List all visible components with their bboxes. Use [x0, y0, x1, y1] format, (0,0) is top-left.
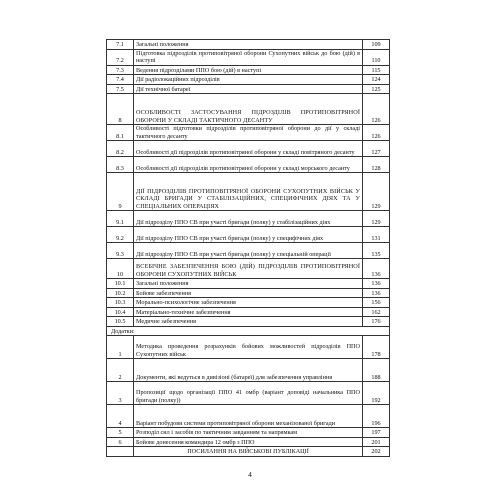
section-title: Підготовка підрозділів протиповітряної оборони Сухопутних військ до бою (дій) в наступі — [134, 49, 363, 65]
page-ref: 136 — [363, 279, 390, 289]
section-title: Дії підрозділу ППО СВ при участі бригади (полку) у специфічних діях — [134, 227, 363, 243]
page-ref: 131 — [363, 227, 390, 243]
page-number: 4 — [248, 470, 252, 479]
page-ref: 109 — [363, 40, 390, 50]
section-title: Медичне забезпечення — [134, 317, 363, 327]
section-title: Ведення підрозділами ППО бою (дій) в наступі — [134, 65, 363, 75]
section-number: 10.4 — [107, 307, 134, 317]
appendix-label: Додатки: — [107, 326, 390, 336]
appendix-row — [107, 405, 390, 428]
appendix-title: Документи, які ведуться в дивізіоні (батареї) для забезпечення управління — [134, 359, 363, 382]
toc-row — [107, 298, 390, 308]
section-number: 10.3 — [107, 298, 134, 308]
section-title: ВСЕБІЧНЕ ЗАБЕЗПЕЧЕННЯ БОЮ (ДІЙ) ПІДРОЗДІЛІВ ПРОТИПОВІТРЯНОЇ ОБОРОНИ СУХОПУТНИХ ВІЙСЬК — [134, 259, 363, 279]
section-title: Дії радіолокаційних підрозділів — [134, 75, 363, 85]
references-title: ПОСИЛАННЯ НА ВІЙСЬКОВІ ПУБЛІКАЦІЇ — [134, 447, 363, 457]
section-number: 8.3 — [107, 157, 134, 173]
page-ref: 188 — [363, 359, 390, 382]
page-ref: 156 — [363, 298, 390, 308]
page-ref: 129 — [363, 211, 390, 227]
toc-row — [107, 211, 390, 227]
toc-row — [107, 65, 390, 75]
toc-row — [107, 227, 390, 243]
toc-row — [107, 49, 390, 65]
page-ref: 162 — [363, 307, 390, 317]
section-title: ОСОБЛИВОСТІ ЗАСТОСУВАННЯ ПІДРОЗДІЛІВ ПРОТИПОВІТРЯНОЇ ОБОРОНИ У СКЛАДІ ТАКТИЧНОГО ДЕСАНТУ — [134, 94, 363, 125]
page-ref: 136 — [363, 259, 390, 279]
appendix-row — [107, 336, 390, 359]
appendix-title: Варіант побудови системи протиповітряної оборони механізованої бригади — [134, 405, 363, 428]
section-number: 10.2 — [107, 288, 134, 298]
toc-row — [107, 75, 390, 85]
section-title: Бойове забезпечення — [134, 288, 363, 298]
page-ref: 192 — [363, 382, 390, 405]
section-number: 7.3 — [107, 65, 134, 75]
section-number: 9.2 — [107, 227, 134, 243]
section-title: Дії підрозділу ППО СВ при участі бригади (полку) у стабілізаційних діях — [134, 211, 363, 227]
section-number: 8.1 — [107, 125, 134, 141]
toc-row — [107, 288, 390, 298]
appendix-title: Розподіл сил і засобів по тактичним завданням та напрямкам — [134, 428, 363, 438]
toc-row — [107, 317, 390, 327]
appendix-title: Бойове донесення командира 12 омбр з ППО — [134, 437, 363, 447]
section-title: ДІЇ ПІДРОЗДІЛІВ ПРОТИПОВІТРЯНОЇ ОБОРОНИ СУХОПУТНИХ ВІЙСЬК У СКЛАДІ БРИГАДИ У СТАБІЛІЗАЦІЙНИХ, СПЕЦИФІЧНИХ ДІЯХ ТА У СПЕЦІАЛЬНИХ ОПЕРАЦІЯХ — [134, 173, 363, 211]
empty-cell — [107, 447, 134, 457]
toc-table — [106, 39, 390, 457]
page-ref: 135 — [363, 243, 390, 259]
page-ref: 110 — [363, 49, 390, 65]
page-ref: 125 — [363, 84, 390, 94]
toc-row — [107, 125, 390, 141]
page-ref: 136 — [363, 288, 390, 298]
page-ref: 126 — [363, 125, 390, 141]
references-row — [107, 447, 390, 457]
appendix-number: 3 — [107, 382, 134, 405]
section-title: Дії підрозділу ППО СВ при участі бригади (полку) у спеціальній операції — [134, 243, 363, 259]
page-ref: 126 — [363, 94, 390, 125]
section-title: Загальні положення — [134, 279, 363, 289]
page-ref: 197 — [363, 428, 390, 438]
toc-row — [107, 94, 390, 125]
section-number: 10 — [107, 259, 134, 279]
appendix-number: 4 — [107, 405, 134, 428]
toc-row — [107, 84, 390, 94]
appendix-number: 6 — [107, 437, 134, 447]
section-number: 7.5 — [107, 84, 134, 94]
section-number: 7.1 — [107, 40, 134, 50]
toc-row — [107, 307, 390, 317]
section-title: Загальні положення — [134, 40, 363, 50]
section-title: Морально-психологічне забезпечення — [134, 298, 363, 308]
toc-row — [107, 173, 390, 211]
section-number: 10.1 — [107, 279, 134, 289]
toc-row — [107, 157, 390, 173]
appendix-number: 2 — [107, 359, 134, 382]
appendix-title: Пропозиції щодо організації ППО 41 омбр (варіант доповіді начальника ППО бригади (полку)) — [134, 382, 363, 405]
page-ref: 176 — [363, 317, 390, 327]
toc-row — [107, 40, 390, 50]
section-title: Особливості підготовки підрозділів протиповітряної оборони до дії у складі тактичного десанту — [134, 125, 363, 141]
toc-row — [107, 259, 390, 279]
page-ref: 202 — [363, 447, 390, 457]
page-ref: 115 — [363, 65, 390, 75]
page-ref: 178 — [363, 336, 390, 359]
toc-row — [107, 243, 390, 259]
page-ref: 128 — [363, 157, 390, 173]
page-ref: 196 — [363, 405, 390, 428]
section-number: 7.2 — [107, 49, 134, 65]
section-title: Матеріально-технічне забезпечення — [134, 307, 363, 317]
page-ref: 129 — [363, 173, 390, 211]
section-number: 9.1 — [107, 211, 134, 227]
appendix-row — [107, 359, 390, 382]
section-number: 7.4 — [107, 75, 134, 85]
section-number: 8 — [107, 94, 134, 125]
section-number: 8.2 — [107, 141, 134, 157]
appendix-header-row — [107, 326, 390, 336]
appendix-row — [107, 437, 390, 447]
toc-row — [107, 279, 390, 289]
appendix-row — [107, 382, 390, 405]
appendix-number: 1 — [107, 336, 134, 359]
page-ref: 127 — [363, 141, 390, 157]
section-title: Особливості дії підрозділів протиповітряної оборони у складі морського десанту — [134, 157, 363, 173]
appendix-title: Методика проведення розрахунків бойових можливостей підрозділів ППО Сухопутних військ — [134, 336, 363, 359]
page-ref: 124 — [363, 75, 390, 85]
section-number: 9.3 — [107, 243, 134, 259]
page-ref: 201 — [363, 437, 390, 447]
section-number: 10.5 — [107, 317, 134, 327]
appendix-number: 5 — [107, 428, 134, 438]
section-number: 9 — [107, 173, 134, 211]
appendix-row — [107, 428, 390, 438]
toc-row — [107, 141, 390, 157]
section-title: Особливості дії підрозділів протиповітряної оборони у складі повітряного десанту — [134, 141, 363, 157]
table-of-contents — [106, 39, 387, 457]
section-title: Дії технічної батареї — [134, 84, 363, 94]
